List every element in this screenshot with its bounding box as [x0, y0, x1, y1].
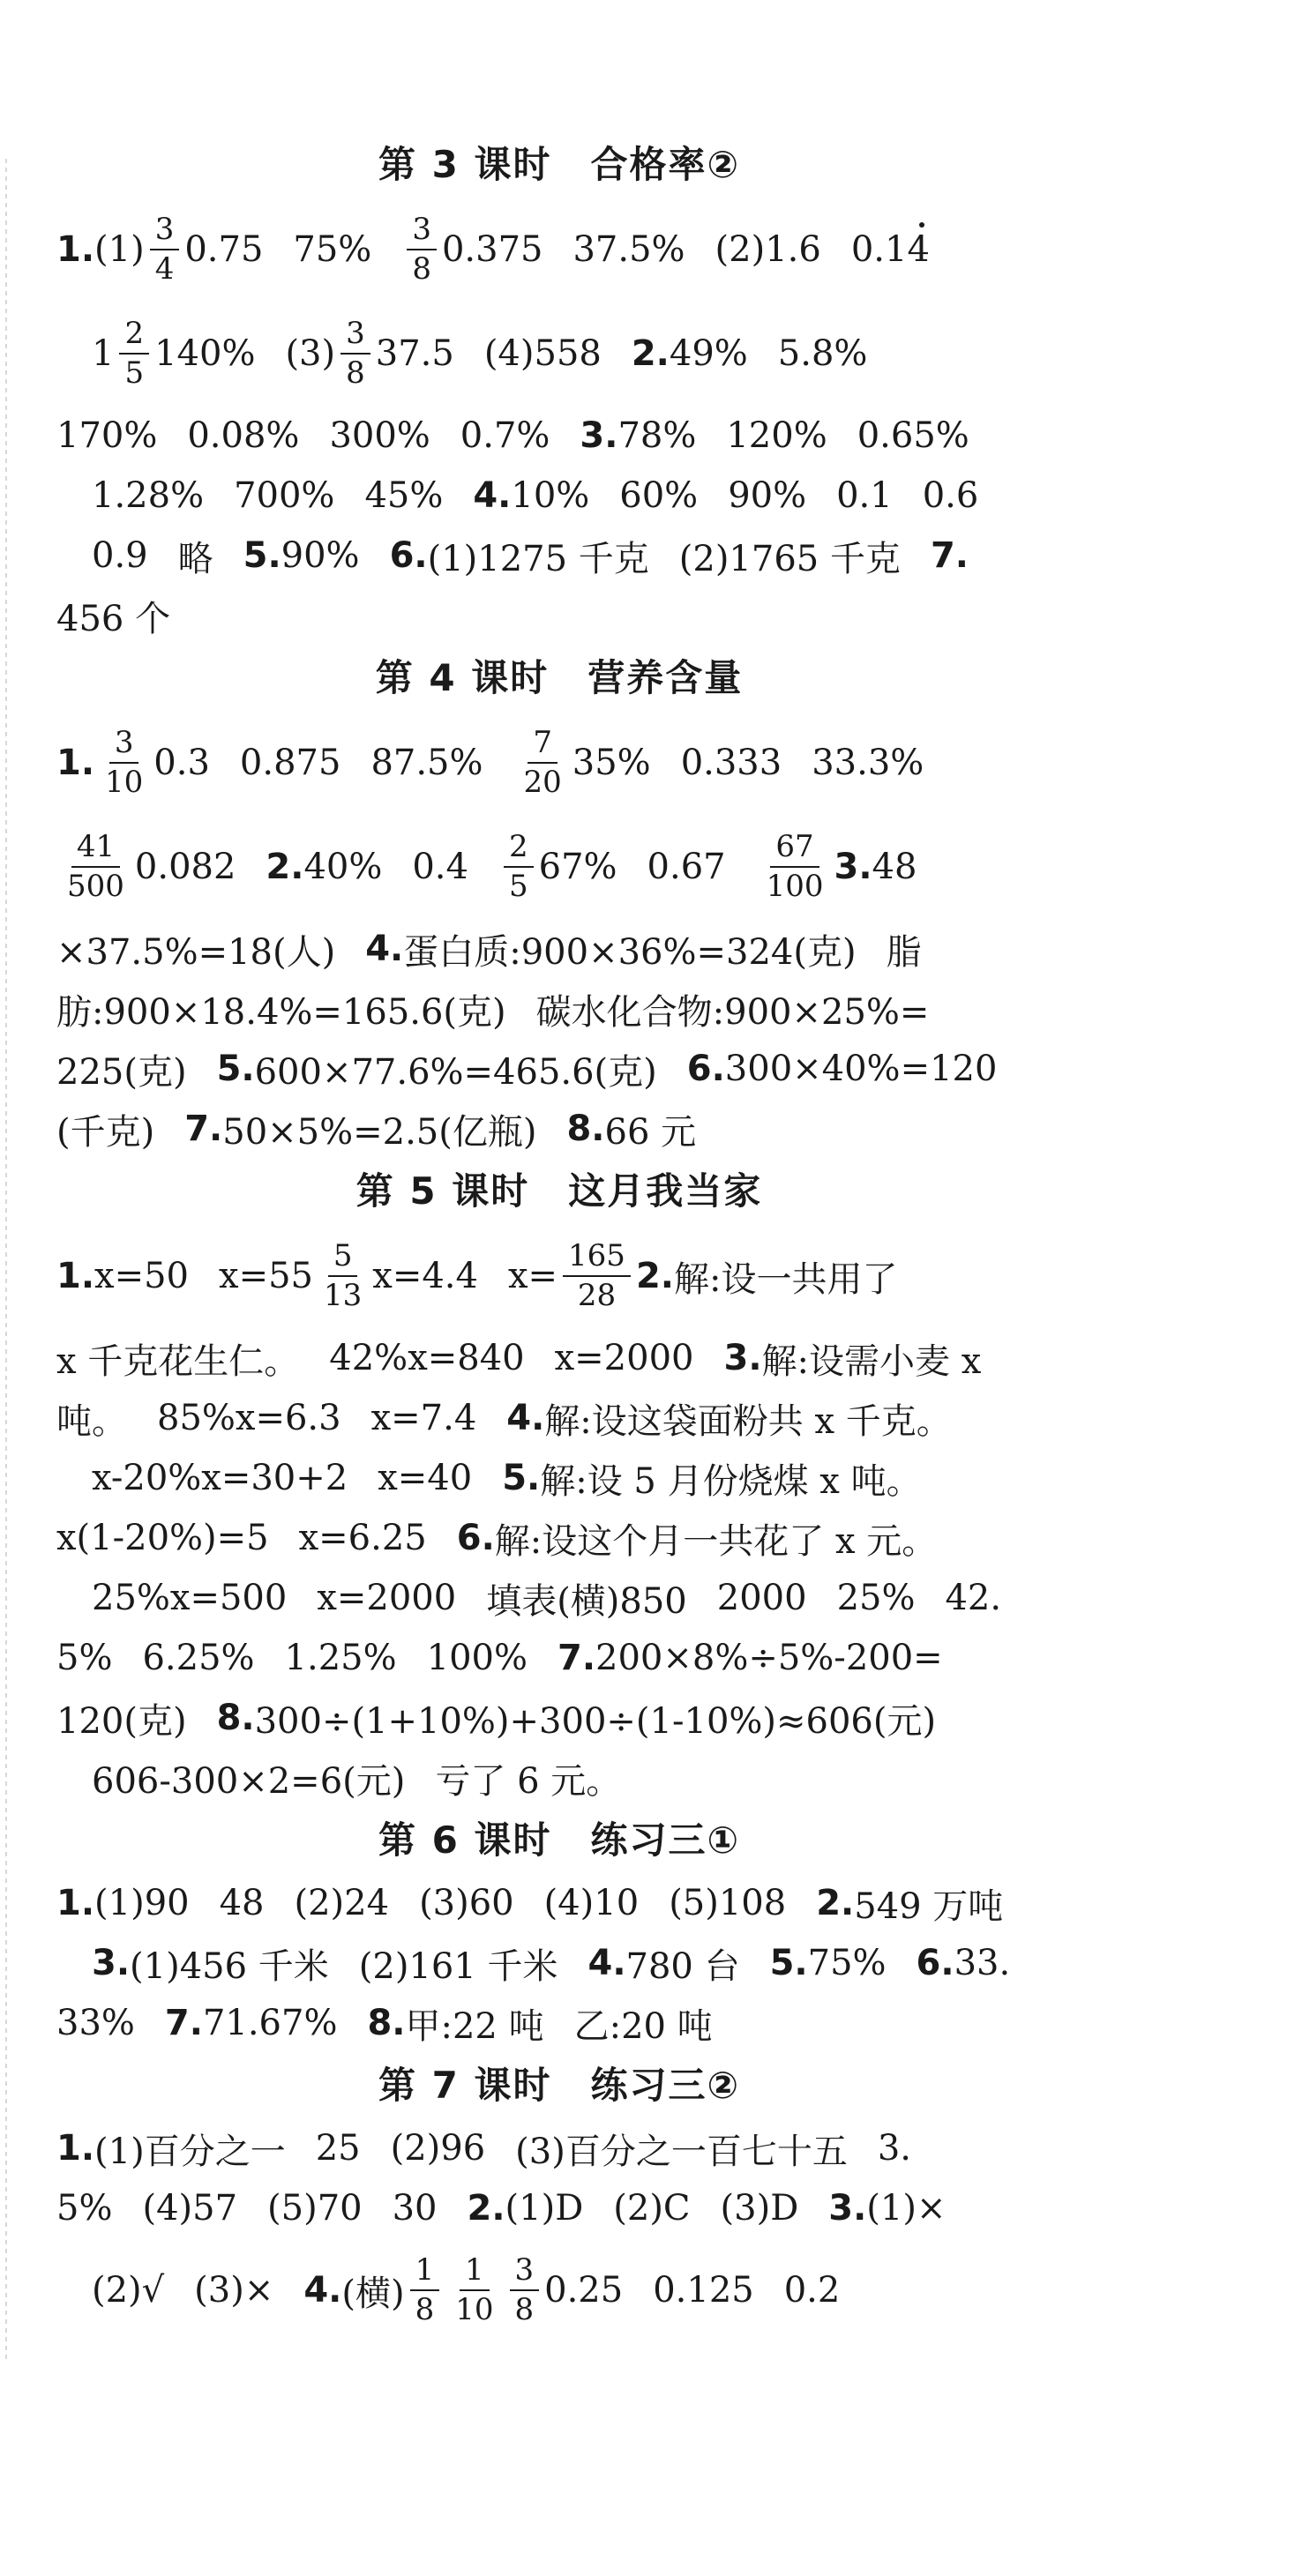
lesson-7-line-2	[56, 2178, 1062, 2238]
answer-text: 549 万吨	[854, 1885, 1004, 1927]
answer-text: (3)D	[720, 2188, 799, 2229]
q-number: 5.	[769, 1943, 808, 1983]
q-number: 4.	[365, 929, 404, 969]
answer-text: 0.4	[412, 847, 468, 887]
answer-text: 300÷(1+10%)+300÷(1-10%)≈606(元)	[254, 1700, 937, 1742]
answer-text: 225(克)	[56, 1051, 187, 1093]
answer-text: 50×5%=2.5(亿瓶)	[222, 1111, 537, 1153]
fraction: $\frac{2}{5}$	[119, 317, 149, 391]
answer-text: 25%	[836, 1578, 916, 1618]
answer-text: (2)1.6	[715, 229, 821, 270]
answer-text: (4)10	[543, 1883, 640, 1923]
q-number: 1.	[56, 743, 95, 783]
lesson-5-line-2	[56, 1328, 1062, 1388]
answer-text: 90%	[281, 535, 360, 576]
answer-text: 0.6	[922, 475, 979, 516]
q-number: 1.	[56, 229, 95, 270]
answer-text: 碳水化合物:900×25%=	[535, 991, 930, 1033]
answer-text: 67%	[538, 847, 617, 887]
fraction: $\frac{1}{10}$	[455, 2251, 494, 2327]
answer-text: 33.3%	[812, 743, 924, 783]
answer-text: 60%	[619, 475, 699, 516]
lesson-7-heading: 第 7 课时 练习三②	[378, 2064, 741, 2107]
q-number: 5.	[502, 1458, 541, 1498]
q-number: 6.	[686, 1049, 725, 1089]
answer-text: 780 台	[625, 1945, 740, 1987]
q-number: 2.	[467, 2188, 505, 2229]
answer-text: x(1-20%)=5	[56, 1518, 269, 1558]
lesson-7-line-1	[56, 2118, 1062, 2178]
answer-text: 1.25%	[284, 1638, 397, 1678]
answer-text: 85%x=6.3	[157, 1398, 341, 1438]
answer-text: 87.5%	[370, 743, 483, 783]
q-number: 2.	[631, 333, 670, 374]
q-number: 7.	[164, 2003, 203, 2043]
answer-text: 42%x=840	[329, 1338, 525, 1378]
answer-text: 1.28%	[92, 475, 205, 516]
lesson-3-line-1	[56, 198, 1062, 302]
answer-text: 120%	[726, 415, 827, 456]
answer-text: (2)24	[294, 1883, 390, 1923]
answer-text: 0.25	[544, 2270, 624, 2311]
lesson-4-line-6	[56, 1099, 1062, 1159]
answer-text: (2)96	[390, 2128, 486, 2169]
answer-text: 42.	[945, 1578, 1002, 1618]
lesson-6-line-2	[56, 1933, 1062, 1993]
q-number: 7.	[557, 1638, 596, 1678]
answer-text: 0.1	[836, 475, 893, 516]
answer-text: (3)60	[419, 1883, 514, 1923]
answer-text: 75%	[293, 229, 372, 270]
fraction: $\frac{3}{8}$	[340, 317, 370, 391]
fraction: $\frac{3}{8}$	[407, 213, 437, 287]
fraction: $\frac{165}{28}$	[563, 1239, 631, 1313]
lesson-4-line-4	[56, 979, 1062, 1039]
answer-text: (1)90	[94, 1883, 190, 1923]
answer-text: (1)	[94, 229, 145, 270]
lesson-3-line-6	[56, 586, 1062, 646]
answer-text: x=6.25	[298, 1518, 427, 1558]
answer-text: 37.5	[375, 333, 454, 374]
fraction: $\frac{3}{8}$	[510, 2253, 540, 2327]
q-number: 5.	[216, 1049, 255, 1089]
answer-text: ×37.5%=18(人)	[56, 931, 336, 973]
q-number: 2.	[816, 1883, 855, 1923]
q-number: 3.	[92, 1943, 131, 1983]
answer-text: 10%	[511, 475, 590, 516]
q-number: 7.	[930, 535, 969, 576]
lesson-6-line-1	[56, 1873, 1062, 1933]
answer-text: (4)57	[142, 2188, 238, 2229]
answer-text: 解:设一共用了	[673, 1258, 898, 1300]
answer-text: 脂	[886, 931, 922, 973]
lesson-4-line-3	[56, 919, 1062, 979]
answer-text: (5)108	[669, 1883, 787, 1923]
lesson-5-line-7	[56, 1628, 1062, 1688]
answer-text: 0.082	[134, 847, 236, 887]
answer-text: 600×77.6%=465.6(克)	[254, 1051, 657, 1093]
answer-text: x=4.4	[372, 1256, 478, 1296]
binding-margin-line	[5, 159, 7, 2363]
q-number: 2.	[635, 1256, 674, 1296]
answer-text: (3)×	[194, 2270, 274, 2311]
q-number: 4.	[303, 2270, 342, 2311]
answer-text: 170%	[56, 415, 158, 456]
answer-text: 35%	[572, 743, 651, 783]
answer-text: x=2000	[317, 1578, 457, 1618]
answer-text: 90%	[728, 475, 807, 516]
answer-text: 解:设这袋面粉共 x 千克。	[544, 1400, 952, 1442]
answer-key-page	[56, 132, 1062, 2342]
fraction: $\frac{7}{20}$	[523, 724, 562, 800]
q-number: 8.	[566, 1109, 605, 1149]
answer-text: 300%	[329, 415, 430, 456]
answer-text: 略	[177, 538, 213, 579]
q-number: 4.	[587, 1943, 626, 1983]
answer-text: 乙:20 吨	[573, 2005, 713, 2047]
q-number: 3.	[834, 847, 872, 887]
answer-text: 700%	[234, 475, 335, 516]
answer-text: 5.8%	[777, 333, 868, 374]
answer-text: 100%	[426, 1638, 528, 1678]
answer-text: x=40	[378, 1458, 473, 1498]
answer-text: (2)√	[92, 2270, 165, 2311]
lesson-3-line-4	[56, 466, 1062, 526]
answer-text: 456 个	[56, 598, 171, 639]
answer-text: 200×8%÷5%-200=	[595, 1638, 943, 1678]
lesson-3-line-3	[56, 406, 1062, 466]
lesson-7-line-3	[56, 2238, 1062, 2342]
lesson-5-line-3	[56, 1388, 1062, 1448]
answer-text: 0.65%	[857, 415, 969, 456]
answer-text: 30	[392, 2188, 438, 2229]
fraction: $\frac{2}{5}$	[504, 830, 534, 904]
q-number: 4.	[506, 1398, 545, 1438]
q-number: 2.	[266, 847, 304, 887]
answer-text: 0.3	[153, 743, 210, 783]
answer-text: x=2000	[554, 1338, 694, 1378]
answer-text: 66 元	[604, 1111, 697, 1153]
lesson-5-line-8	[56, 1688, 1062, 1748]
answer-text: 解:设 5 月份烧煤 x 吨。	[540, 1460, 922, 1502]
fraction: $\frac{1}{8}$	[410, 2253, 440, 2327]
repeating-decimal: 0.14	[850, 229, 930, 270]
answer-text: (2)161 千米	[358, 1945, 558, 1987]
answer-text: 5%	[56, 1638, 113, 1678]
answer-text: x=7.4	[370, 1398, 477, 1438]
answer-text: 解:设这个月一共花了 x 元。	[494, 1520, 938, 1562]
answer-text: (3)百分之一百七十五	[515, 2131, 848, 2172]
answer-text: 33.	[954, 1943, 1011, 1983]
lesson-3-line-5	[56, 526, 1062, 586]
fraction: $\frac{67}{100}$	[766, 828, 824, 904]
lesson-4-line-2	[56, 815, 1062, 919]
answer-text: x=	[507, 1256, 558, 1296]
answer-text: 0.7%	[460, 415, 550, 456]
answer-text: 1	[92, 333, 115, 374]
answer-text: 140%	[154, 333, 256, 374]
lesson-5-line-9	[56, 1748, 1062, 1808]
answer-text: 0.333	[680, 743, 782, 783]
answer-text: x=50	[94, 1256, 190, 1296]
q-number: 6.	[916, 1943, 954, 1983]
lesson-5-heading: 第 5 课时 这月我当家	[355, 1169, 763, 1213]
fraction: $\frac{41}{500}$	[67, 828, 124, 904]
answer-text: 5%	[56, 2188, 113, 2229]
fraction: $\frac{3}{4}$	[150, 213, 180, 287]
answer-text: 0.2	[783, 2270, 841, 2311]
fraction: $\frac{5}{13}$	[324, 1237, 363, 1313]
answer-text: (5)70	[267, 2188, 363, 2229]
answer-text: 蛋白质:900×36%=324(克)	[403, 931, 857, 973]
q-number: 1.	[56, 1256, 95, 1296]
answer-text: (1)D	[505, 2188, 584, 2229]
lesson-5-line-6	[56, 1568, 1062, 1628]
lesson-6-line-3	[56, 1993, 1062, 2053]
answer-text: 75%	[807, 1943, 887, 1983]
q-number: 5.	[243, 535, 281, 576]
answer-text: 甲:22 吨	[405, 2005, 544, 2047]
q-number: 8.	[367, 2003, 406, 2043]
answer-text: (1)×	[866, 2188, 947, 2229]
lesson-4-heading: 第 4 课时 营养含量	[375, 656, 744, 699]
answer-text: 0.125	[653, 2270, 754, 2311]
answer-text: 吨。	[56, 1400, 127, 1442]
answer-text: (千克)	[56, 1111, 155, 1153]
answer-text: 48	[872, 847, 917, 887]
answer-text: 25%x=500	[92, 1578, 288, 1618]
q-number: 4.	[473, 475, 512, 516]
answer-text: 填表(横)850	[486, 1580, 687, 1622]
lesson-3-line-2	[56, 302, 1062, 406]
answer-text: x 千克花生仁。	[56, 1340, 300, 1382]
answer-text: 肪:900×18.4%=165.6(克)	[56, 991, 506, 1033]
answer-text: (1)百分之一	[94, 2131, 286, 2172]
answer-text: 解:设需小麦 x	[761, 1340, 982, 1382]
q-number: 3.	[828, 2188, 867, 2229]
answer-text: 3.	[877, 2128, 912, 2169]
answer-text: 49%	[669, 333, 748, 374]
answer-text: 亏了 6 元。	[435, 1760, 622, 1802]
q-number: 3.	[723, 1338, 762, 1378]
lesson-5-line-1	[56, 1224, 1062, 1328]
lesson-5-line-5	[56, 1508, 1062, 1568]
answer-text: 0.9	[92, 535, 148, 576]
answer-text: (2)C	[613, 2188, 691, 2229]
q-number: 8.	[216, 1698, 255, 1738]
q-number: 6.	[456, 1518, 495, 1558]
answer-text: 606-300×2=6(元)	[92, 1760, 406, 1802]
answer-text: (2)1765 千克	[678, 538, 901, 579]
lesson-4-line-5	[56, 1039, 1062, 1099]
fraction: $\frac{3}{10}$	[105, 724, 144, 800]
lesson-5-line-4	[56, 1448, 1062, 1508]
lesson-6-heading: 第 6 课时 练习三①	[378, 1818, 741, 1862]
answer-text: 6.25%	[142, 1638, 255, 1678]
q-number: 1.	[56, 1883, 95, 1923]
answer-text: 0.75	[184, 229, 264, 270]
q-number: 3.	[580, 415, 618, 456]
answer-text: (1)1275 千克	[427, 538, 649, 579]
answer-text: 0.375	[441, 229, 543, 270]
lesson-4-line-1	[56, 711, 1062, 815]
answer-text: 0.67	[647, 847, 726, 887]
answer-text: 2000	[716, 1578, 807, 1618]
answer-text: 45%	[364, 475, 444, 516]
lesson-3-heading: 第 3 课时 合格率②	[378, 143, 741, 186]
answer-text: 48	[219, 1883, 265, 1923]
answer-text: 78%	[617, 415, 697, 456]
answer-text: 300×40%=120	[724, 1049, 998, 1089]
answer-text: (横)	[341, 2273, 405, 2314]
answer-text: x-20%x=30+2	[92, 1458, 348, 1498]
answer-text: 33%	[56, 2003, 135, 2043]
answer-text: 25	[315, 2128, 361, 2169]
answer-text: 71.67%	[202, 2003, 338, 2043]
answer-text: 0.875	[239, 743, 341, 783]
answer-text: (3)	[285, 333, 336, 374]
answer-text: (4)558	[483, 333, 602, 374]
q-number: 1.	[56, 2128, 95, 2169]
q-number: 6.	[389, 535, 428, 576]
q-number: 7.	[184, 1109, 223, 1149]
answer-text: 40%	[303, 847, 383, 887]
answer-text: 0.08%	[187, 415, 300, 456]
answer-text: 37.5%	[572, 229, 685, 270]
answer-text: 120(克)	[56, 1700, 187, 1742]
answer-text: x=55	[219, 1256, 313, 1296]
answer-text: (1)456 千米	[130, 1945, 329, 1987]
